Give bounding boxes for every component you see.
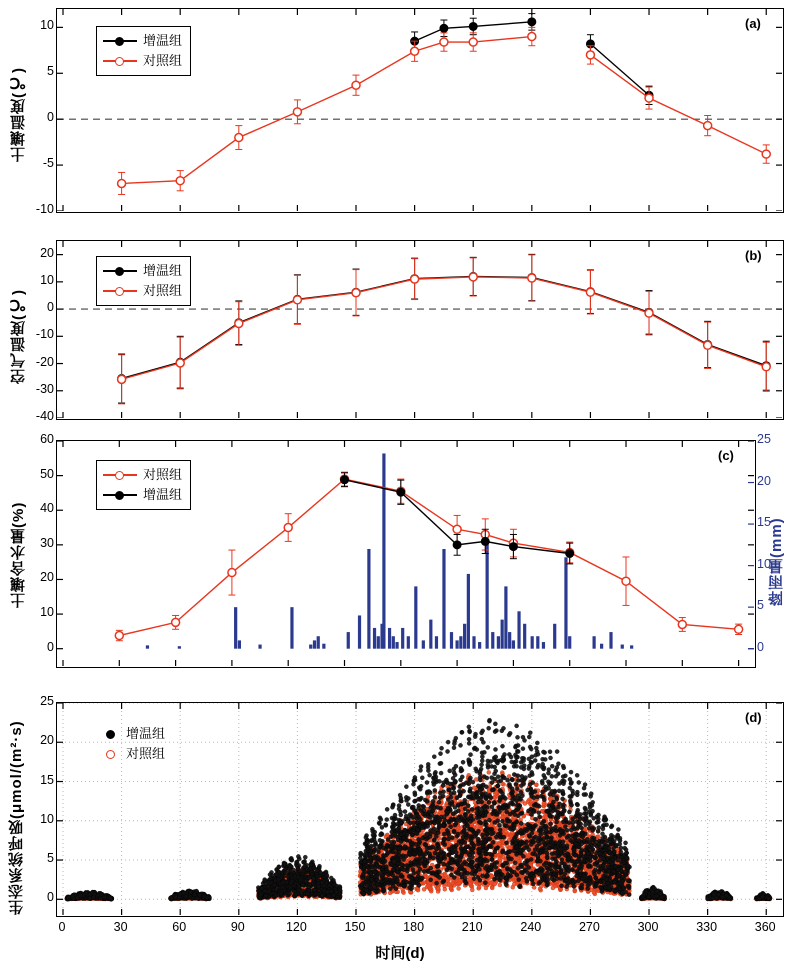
y-tick-label: -30	[35, 381, 54, 396]
x-tick-label: 360	[754, 920, 776, 934]
y-tick-label: 20	[40, 570, 54, 585]
y-tick-label: 60	[40, 432, 54, 446]
y-tick-label: 15	[40, 772, 54, 787]
y-tick-label: 20	[40, 733, 54, 748]
y-tick-label: 10	[40, 811, 54, 826]
legend-item	[103, 31, 182, 51]
y-tick-label-right: 5	[757, 598, 764, 613]
legend-marker-filled-circle	[102, 728, 120, 740]
y-tick-label: 10	[40, 18, 54, 33]
legend-label: 增温组	[143, 263, 183, 278]
legend-marker-filled-circle	[103, 35, 137, 47]
y-tick-label: 0	[47, 300, 54, 315]
legend-item	[102, 724, 165, 744]
y-tick-label: 25	[40, 694, 54, 708]
panel-d-tag: (d)	[745, 710, 762, 725]
legend-item	[103, 485, 182, 505]
legend-label: 对照组	[126, 746, 166, 762]
legend-label: 增温组	[143, 33, 183, 48]
panel-a	[0, 0, 800, 232]
legend-marker-filled-circle	[103, 489, 137, 501]
panel-d-y-axis-label: 生态系统呼吸(μmol/(m²·s)	[8, 720, 25, 916]
x-tick-label: 30	[113, 920, 128, 934]
y-tick-label: 10	[40, 605, 54, 620]
legend-marker-open-circle	[103, 55, 137, 67]
legend-item	[103, 261, 182, 281]
y-tick-label-right: 20	[757, 473, 771, 488]
y-tick-label: 0	[47, 890, 54, 905]
x-tick-label: 0	[58, 920, 66, 934]
y-tick-label: -10	[35, 327, 54, 342]
legend-item	[103, 281, 182, 301]
y-tick-label: 5	[47, 64, 54, 79]
x-tick-label: 150	[344, 920, 366, 934]
panel-b-legend	[96, 256, 191, 306]
y-tick-label: 0	[47, 110, 54, 125]
x-axis-label: 时间(d)	[375, 945, 425, 962]
legend-label: 增温组	[143, 487, 183, 503]
legend-marker-open-circle	[102, 748, 120, 760]
panel-d	[0, 694, 800, 972]
x-tick-label: 120	[285, 920, 307, 934]
panel-c-legend	[96, 460, 191, 510]
x-tick-label: 330	[696, 920, 718, 934]
x-tick-label: 180	[403, 920, 425, 934]
panel-a-legend	[96, 26, 191, 76]
y-tick-label: 30	[40, 535, 54, 550]
panel-a-tag: (a)	[745, 16, 761, 31]
y-tick-label: 40	[40, 501, 54, 516]
y-tick-label: -10	[35, 202, 54, 216]
x-tick-label: 210	[461, 920, 483, 934]
panel-b-y-axis-label: 空气温度(℃)	[10, 289, 27, 385]
legend-label: 对照组	[143, 467, 183, 482]
y-tick-label: 10	[40, 272, 54, 287]
y-tick-label: 5	[47, 851, 54, 866]
legend-label: 增温组	[126, 726, 166, 741]
y-tick-label-right: 10	[757, 556, 771, 571]
x-tick-label: 90	[230, 920, 245, 934]
panel-c	[0, 432, 800, 694]
legend-item	[102, 744, 165, 764]
legend-label: 对照组	[143, 283, 183, 299]
legend-label: 对照组	[143, 53, 183, 69]
y-tick-label: -20	[35, 354, 54, 369]
y-tick-label-right: 0	[757, 639, 764, 654]
x-tick-label: 300	[637, 920, 659, 934]
y-tick-label: 50	[40, 466, 54, 481]
y-tick-label: -40	[35, 409, 54, 423]
x-tick-label: 60	[172, 920, 187, 934]
y-tick-label-right: 25	[757, 432, 771, 446]
panel-c-y-axis-label-right: 降雨量(mm)	[768, 517, 785, 607]
x-tick-label: 240	[520, 920, 542, 934]
panel-b	[0, 232, 800, 432]
panel-c-y-axis-label: 土壤含水量(%)	[10, 501, 27, 609]
legend-marker-filled-circle	[103, 265, 137, 277]
y-tick-label: -5	[42, 156, 54, 171]
legend-item	[103, 465, 182, 485]
panel-a-y-axis-label: 土壤温度(℃)	[10, 67, 27, 163]
y-tick-label: 0	[47, 639, 54, 654]
panel-b-tag: (b)	[745, 248, 762, 263]
panel-d-legend	[96, 720, 173, 768]
x-tick-label: 270	[578, 920, 600, 934]
y-tick-label: 20	[40, 245, 54, 260]
panel-c-tag: (c)	[718, 448, 734, 463]
legend-marker-open-circle	[103, 469, 137, 481]
y-tick-label-right: 15	[757, 515, 771, 530]
legend-item	[103, 51, 182, 71]
legend-marker-open-circle	[103, 285, 137, 297]
